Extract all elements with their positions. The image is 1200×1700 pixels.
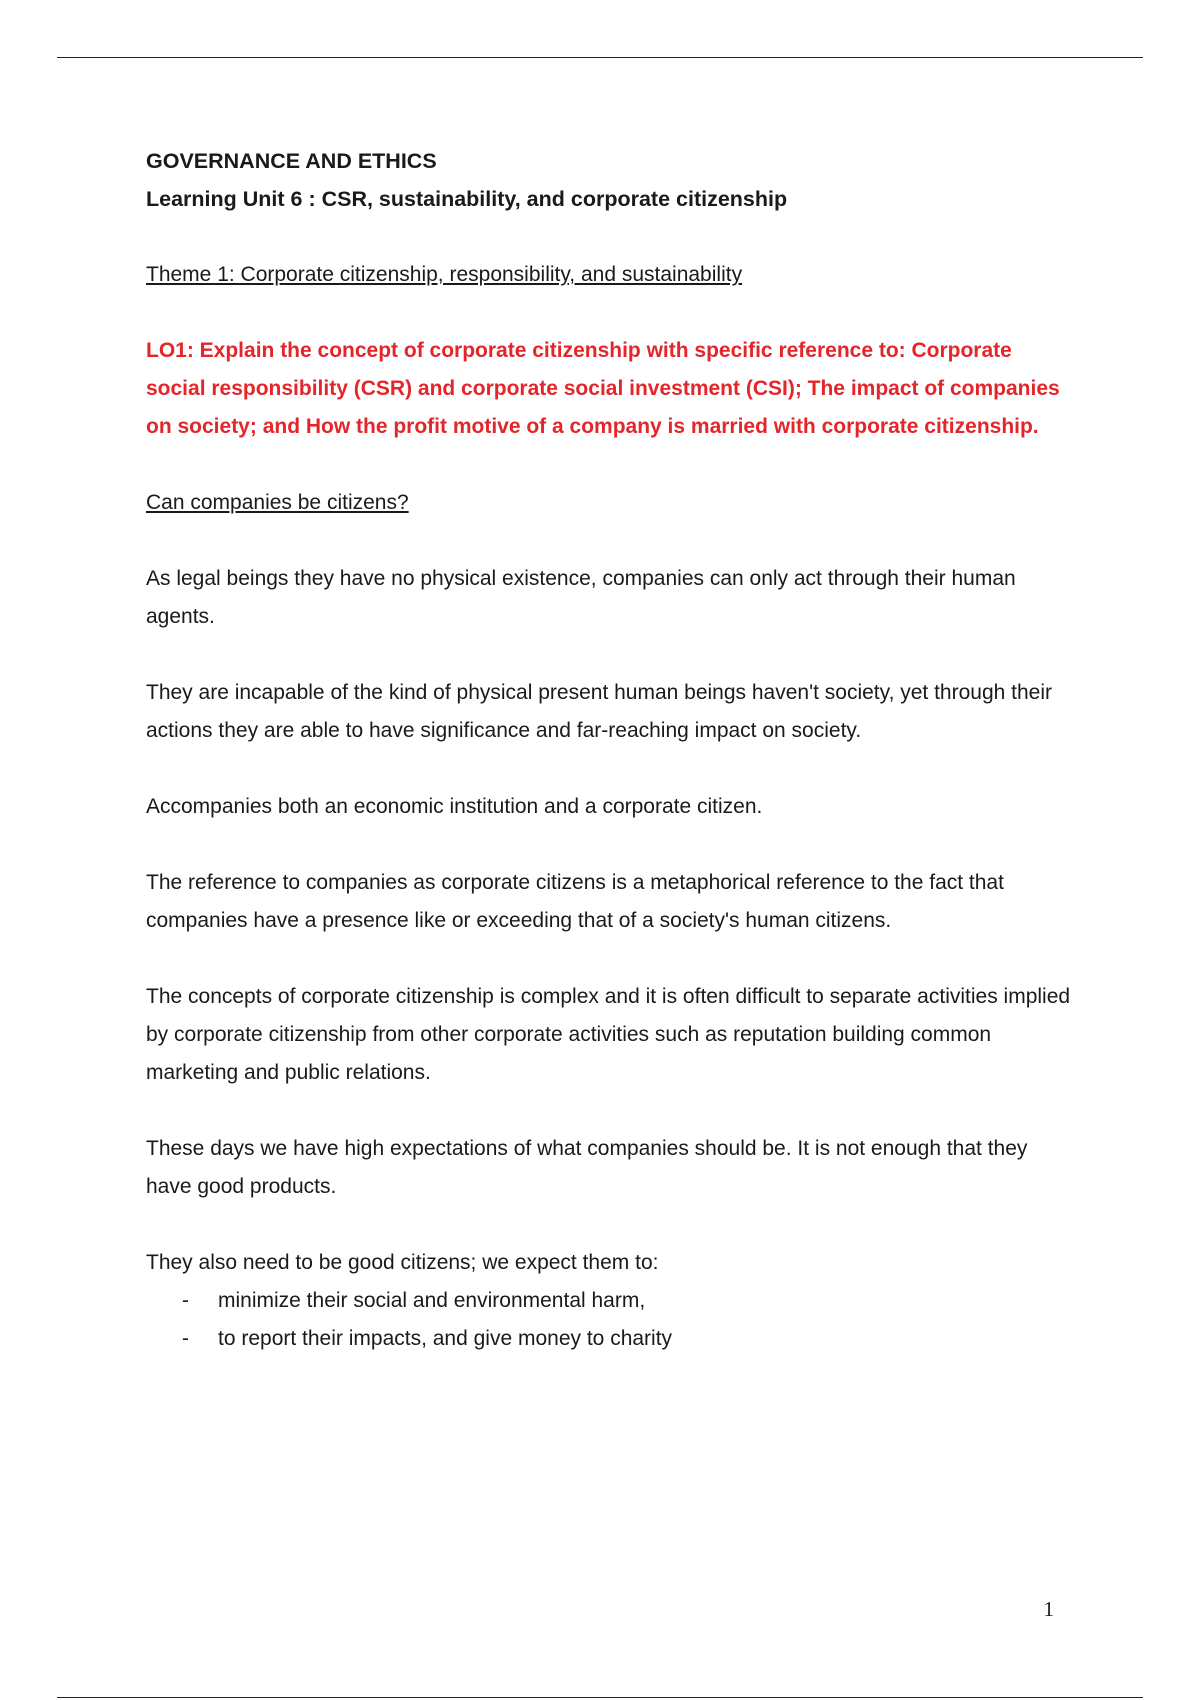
paragraph: These days we have high expectations of what companies should be. It is not enough that they have good products.: [146, 1137, 1028, 1198]
course-title: GOVERNANCE AND ETHICS: [146, 149, 437, 173]
paragraph: As legal beings they have no physical existence, companies can only act through their human agents.: [146, 567, 1016, 628]
header-rule: [57, 57, 1143, 58]
list-item: [146, 1282, 1076, 1320]
page-number: 1: [1043, 1597, 1054, 1621]
bullet-dash: -: [182, 1289, 189, 1312]
expectations-list: [146, 1282, 1076, 1358]
bullet-dash: -: [182, 1327, 189, 1350]
list-item: [146, 1320, 1076, 1358]
list-item-text: minimize their social and environmental harm,: [218, 1289, 646, 1312]
section-heading: Can companies be citizens?: [146, 491, 409, 514]
theme-heading: Theme 1: Corporate citizenship, responsibility, and sustainability: [146, 263, 743, 286]
list-item-text: to report their impacts, and give money to charity: [218, 1327, 673, 1350]
page-content: [146, 142, 1076, 1358]
paragraph: They also need to be good citizens; we expect them to:: [146, 1251, 659, 1274]
footer-rule: [57, 1697, 1143, 1698]
paragraph: They are incapable of the kind of physical present human beings haven't society, yet through their actions they are able to have significance and far-reaching impact on society.: [146, 681, 1052, 742]
unit-title: Learning Unit 6 : CSR, sustainability, and corporate citizenship: [146, 187, 788, 211]
paragraph: The reference to companies as corporate citizens is a metaphorical reference to the fact that companies have a presence like or exceeding that of a society's human citizens.: [146, 871, 1004, 932]
paragraph: The concepts of corporate citizenship is complex and it is often difficult to separate activities implied by corporate citizenship from other corporate activities such as reputation building common marketing and public relations.: [146, 985, 1071, 1084]
paragraph: Accompanies both an economic institution and a corporate citizen.: [146, 795, 763, 818]
learning-outcome: LO1: Explain the concept of corporate citizenship with specific reference to: Corporate social responsibility (CSR) and corporate social investment (CSI); The impact of companies on society; and How the profit motive of a company is married with corporate citizenship.: [146, 339, 1060, 438]
